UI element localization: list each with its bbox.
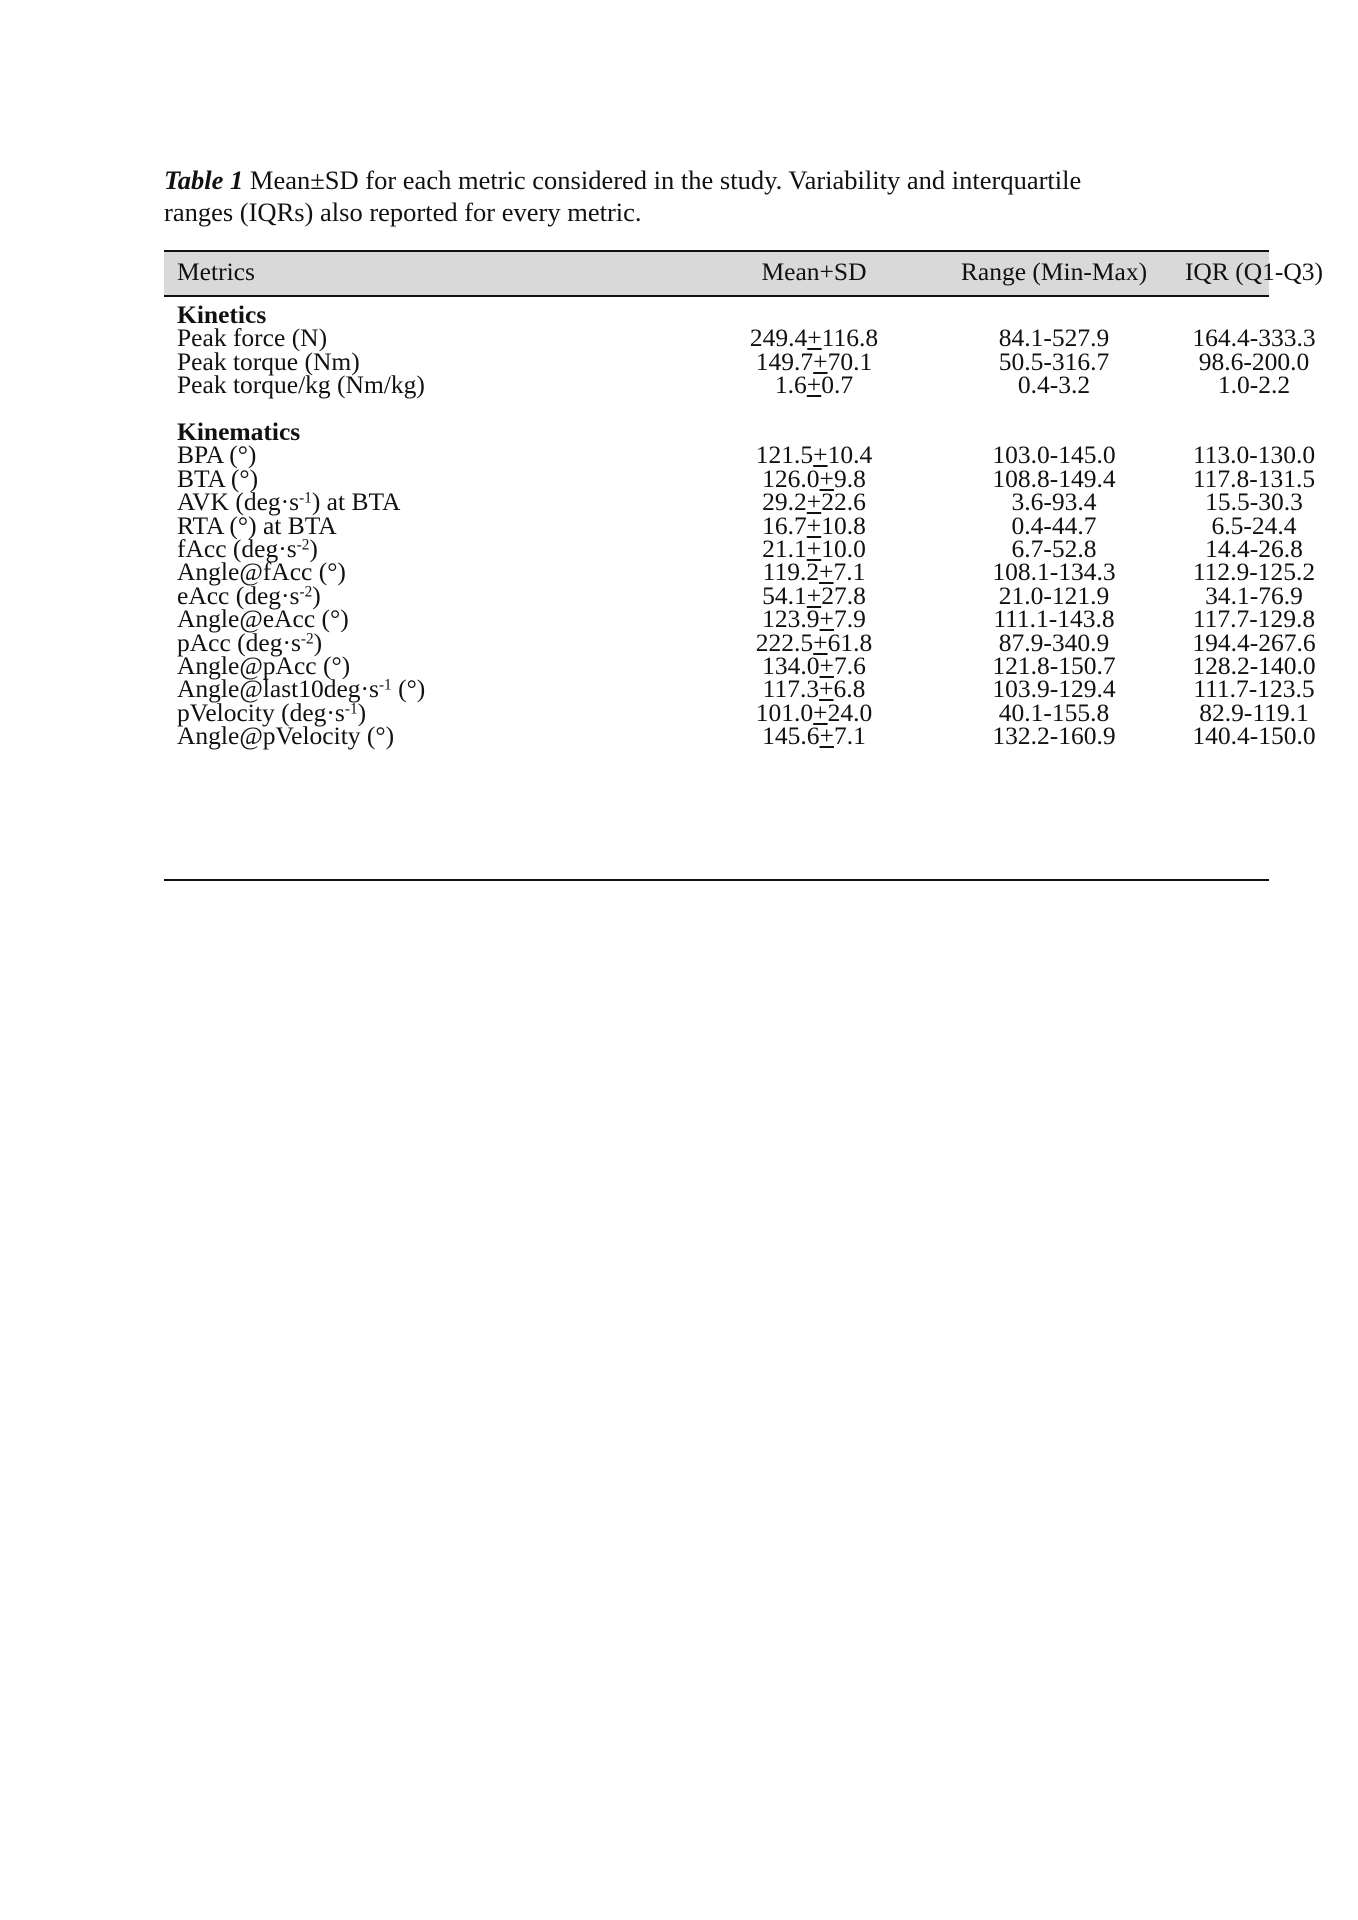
range-cell: 0.4-3.2: [1017, 370, 1091, 400]
iqr-cell: 113.0-130.0: [1192, 440, 1316, 470]
iqr-cell: 117.7-129.8: [1192, 604, 1316, 634]
mean-value: 126.0: [762, 463, 820, 493]
metric-unit-exponent: -1: [378, 676, 392, 694]
mean-value: 222.5: [755, 627, 814, 657]
plus-minus-sign: +: [813, 440, 828, 470]
range-cell: 87.9-340.9: [998, 627, 1110, 657]
sd-value: 22.6: [821, 487, 866, 517]
iqr-cell: 1.0-2.2: [1217, 370, 1291, 400]
table-row: [164, 721, 1316, 751]
table-body: [164, 297, 1316, 881]
iqr-cell: 34.1-76.9: [1205, 580, 1303, 610]
iqr-cell: 140.4-150.0: [1192, 721, 1316, 751]
metric-name: [177, 371, 425, 400]
range-cell: 121.8-150.7: [992, 651, 1116, 680]
metric-label: eAcc (deg·s: [177, 580, 300, 610]
metrics-table: [164, 250, 1324, 881]
mean-value: 134.0: [762, 651, 820, 680]
mean-value: 121.5: [755, 440, 814, 470]
iqr-cell: 6.5-24.4: [1211, 510, 1297, 540]
plus-minus-sign: +: [807, 323, 822, 353]
range-cell: 103.9-129.4: [992, 674, 1116, 704]
sd-value: 10.8: [821, 510, 866, 540]
iqr-cell: 194.4-267.6: [1192, 627, 1316, 657]
metric-label: pVelocity (deg·s: [177, 697, 345, 727]
mean-value: 1.6: [774, 370, 807, 400]
range-cell: 6.7-52.8: [1011, 534, 1097, 563]
plus-minus-sign: +: [813, 697, 828, 727]
caption-text-1: Mean±SD for each metric considered in the study. Variability and interquartile: [243, 165, 1082, 195]
sd-value: 10.0: [821, 534, 866, 563]
iqr-cell: 15.5-30.3: [1205, 487, 1303, 517]
header-metrics: Metrics: [177, 257, 255, 286]
metric-label: Peak torque/kg (Nm/kg): [177, 370, 425, 400]
group-title: Kinematics: [177, 417, 301, 446]
metric-label: Peak force (N): [177, 323, 328, 353]
sd-value: 7.1: [833, 557, 866, 587]
mean-sd-cell: [694, 371, 934, 400]
plus-minus-sign: +: [819, 463, 834, 493]
group-title: Kinetics: [177, 300, 267, 329]
plus-minus-sign: +: [819, 651, 834, 680]
metric-unit-exponent: -1: [299, 489, 312, 507]
metric-label-suffix: ): [357, 697, 367, 727]
caption-line-2: ranges (IQRs) also reported for every metric.: [164, 197, 642, 227]
plus-minus-sign: +: [813, 346, 828, 376]
sd-value: 7.6: [833, 651, 866, 680]
mean-value: 29.2: [762, 487, 807, 517]
metric-label-suffix: ) at BTA: [311, 487, 401, 517]
mean-value: 117.3: [762, 674, 820, 704]
metric-label: RTA (°) at BTA: [177, 510, 337, 540]
iqr-cell: 98.6-200.0: [1198, 346, 1310, 376]
range-cell: 103.0-145.0: [992, 440, 1116, 470]
mean-value: 119.2: [762, 557, 820, 587]
table-header: [164, 250, 1324, 297]
plus-minus-sign: +: [819, 604, 834, 634]
iqr-cell: 82.9-119.1: [1199, 697, 1309, 727]
metric-unit-exponent: -2: [296, 536, 310, 554]
metric-label-suffix: (°): [391, 674, 426, 704]
metric-label: BTA (°): [177, 463, 259, 493]
mean-value: 123.9: [762, 604, 820, 634]
metric-unit-exponent: -2: [300, 629, 314, 647]
plus-minus-sign: +: [819, 674, 834, 704]
iqr-cell: 111.7-123.5: [1193, 674, 1315, 704]
sd-value: 27.8: [821, 580, 866, 610]
sd-value: 10.4: [827, 440, 873, 470]
plus-minus-sign: +: [806, 370, 822, 400]
mean-value: 101.0: [755, 697, 814, 727]
metric-label: Angle@pVelocity (°): [177, 721, 395, 751]
mean-sd-cell: [694, 722, 934, 751]
iqr-cell: 117.8-131.5: [1192, 463, 1316, 493]
sd-value: 24.0: [827, 697, 873, 727]
sd-value: 7.1: [833, 721, 866, 751]
sd-value: 61.8: [827, 627, 873, 657]
iqr-cell: 112.9-125.2: [1192, 557, 1316, 587]
metric-label-suffix: ): [309, 534, 318, 563]
caption-label: Table 1: [164, 165, 244, 195]
range-cell: 0.4-44.7: [1011, 510, 1097, 540]
range-cell: 132.2-160.9: [992, 721, 1116, 751]
header-range: Range (Min-Max): [960, 257, 1148, 286]
iqr-cell: 164.4-333.3: [1192, 323, 1316, 353]
sd-value: 9.8: [833, 463, 866, 493]
metric-label: Angle@last10deg·s: [177, 674, 379, 704]
plus-minus-sign: +: [819, 557, 834, 587]
sd-value: 7.9: [833, 604, 866, 634]
range-cell: 108.8-149.4: [992, 463, 1116, 493]
mean-value: 249.4: [749, 323, 808, 353]
mean-value: 149.7: [755, 346, 814, 376]
table-caption: [164, 164, 1164, 228]
range-cell: 84.1-527.9: [998, 323, 1110, 353]
metric-label-suffix: ): [313, 627, 323, 657]
metric-label: Peak torque (Nm): [177, 346, 360, 376]
caption-line-1: [164, 164, 1164, 196]
metric-label: Angle@eAcc (°): [177, 604, 349, 634]
range-cell: 50.5-316.7: [998, 346, 1110, 376]
metric-label: fAcc (deg·s: [177, 534, 297, 563]
iqr-cell: 128.2-140.0: [1192, 651, 1316, 680]
metric-name: [177, 722, 394, 751]
sd-value: 6.8: [833, 674, 866, 704]
metric-label: Angle@fAcc (°): [177, 557, 346, 587]
metric-label: AVK (deg·s: [177, 487, 300, 517]
mean-value: 54.1: [762, 580, 807, 610]
plus-minus-sign: +: [806, 487, 822, 517]
header-iqr: IQR (Q1-Q3): [1184, 257, 1324, 286]
range-cell: 111.1-143.8: [993, 604, 1115, 634]
mean-value: 145.6: [762, 721, 820, 751]
plus-minus-sign: +: [806, 580, 822, 610]
plus-minus-sign: +: [819, 721, 834, 751]
table-row: [164, 370, 1291, 400]
mean-value: 16.7: [762, 510, 807, 540]
metric-unit-exponent: -2: [299, 583, 313, 601]
metric-label: Angle@pAcc (°): [177, 651, 351, 680]
metric-unit-exponent: -1: [344, 700, 358, 718]
iqr-cell: 14.4-26.8: [1205, 534, 1303, 563]
range-cell: 108.1-134.3: [992, 557, 1116, 587]
metric-label: pAcc (deg·s: [177, 627, 301, 657]
metric-label: BPA (°): [177, 440, 257, 470]
mean-value: 21.1: [762, 534, 807, 563]
range-cell: 3.6-93.4: [1011, 487, 1097, 517]
plus-minus-sign: +: [813, 627, 828, 657]
header-mean-sd: Mean+SD: [761, 257, 867, 286]
metric-label-suffix: ): [312, 580, 321, 610]
range-cell: 40.1-155.8: [998, 697, 1110, 727]
plus-minus-sign: +: [806, 510, 822, 540]
sd-value: 0.7: [821, 370, 854, 400]
range-cell: 21.0-121.9: [998, 580, 1110, 610]
plus-minus-sign: +: [806, 534, 822, 563]
sd-value: 116.8: [821, 323, 879, 353]
sd-value: 70.1: [827, 346, 873, 376]
